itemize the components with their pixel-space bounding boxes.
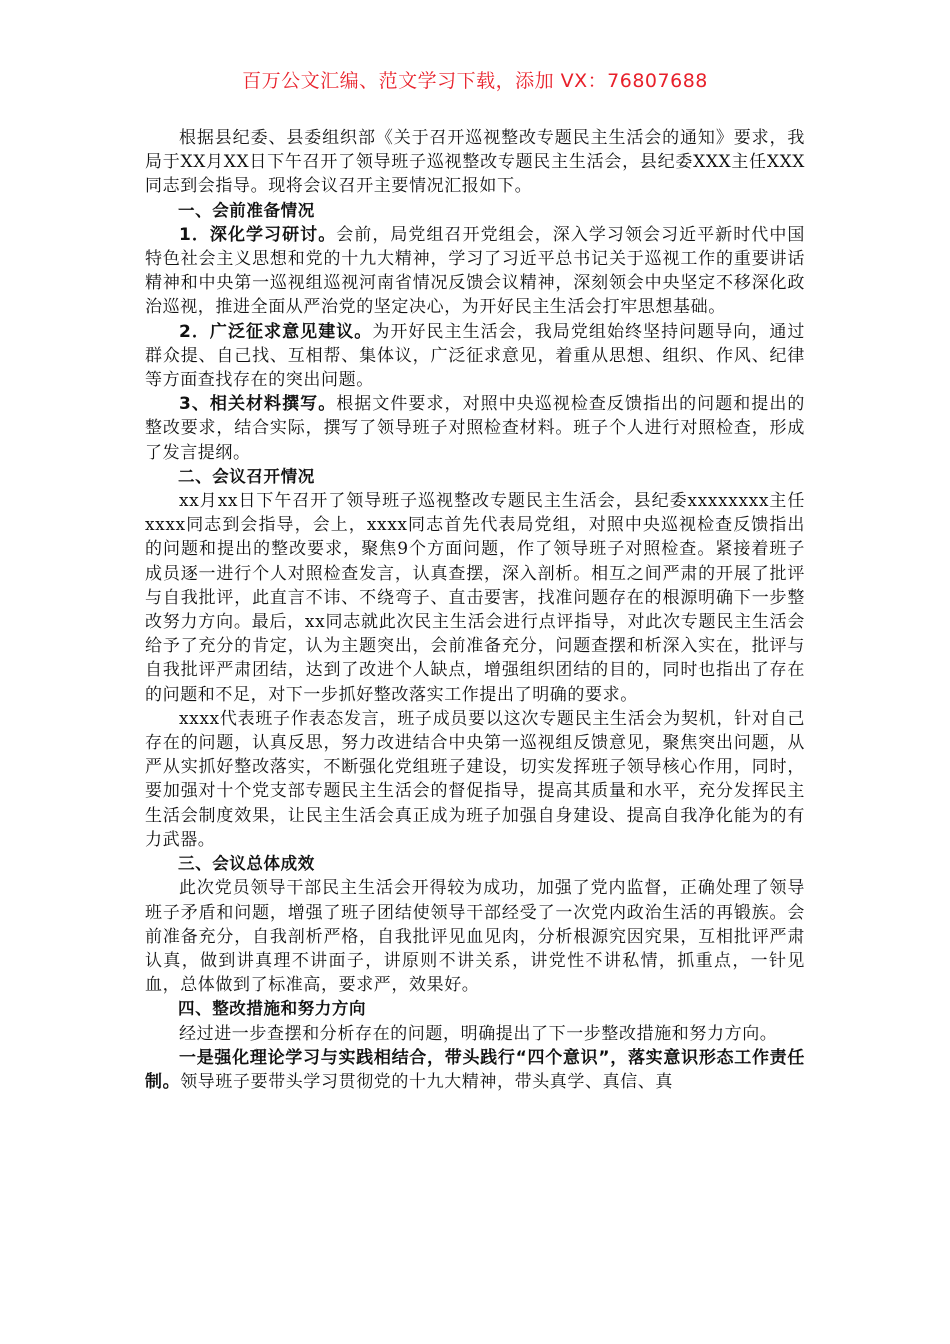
paragraph-opinions bbox=[145, 320, 805, 393]
paragraph-measure-1 bbox=[145, 1046, 805, 1094]
paragraph-lead: 2．广泛征求意见建议。 bbox=[179, 321, 373, 342]
paragraph-lead: 1．深化学习研讨。 bbox=[179, 224, 337, 245]
section-heading-3: 三、会议总体成效 bbox=[178, 854, 315, 874]
paragraph-study bbox=[145, 223, 805, 320]
paragraph-text: 为开好民主生活会，我局党组始终坚持问题导向，通过群众提、自己找、互相帮、集体议，广泛征求意见，着重从思想、组织、作风、纪律等方面查找存在的突出问题。 bbox=[145, 321, 805, 391]
paragraph-results: 此次党员领导干部民主生活会开得较为成功，加强了党内监督，正确处理了领导班子矛盾和问题，增强了班子团结使领导干部经受了一次党内政治生活的再锻族。会前准备充分，自我剖析严格，自我批评见血见肉，分析根源究因究果，互相批评严肃认真，做到讲真理不讲面子，讲原则不讲关系，讲党性不讲私情，抓重点，一针见血，总体做到了标准高，要求严，效果好。 bbox=[145, 878, 805, 996]
paragraph-text: 领导班子要带头学习贯彻党的十九大精神，带头真学、真信、真 bbox=[180, 1071, 674, 1092]
section-heading-2: 二、会议召开情况 bbox=[178, 466, 315, 486]
paragraph-text: 会前，局党组召开党组会，深入学习领会习近平新时代中国特色社会主义思想和党的十九大精神，学习了习近平总书记关于巡视工作的重要讲话精神和中央第一巡视组巡视河南省情况反馈会议精神，深刻领会中央坚定不移深化政治巡视，推进全面从严治党的坚定决心，为开好民主生活会打牢思想基础。 bbox=[145, 224, 805, 318]
paragraph-lead: 一是强化理论学习与实践相结合，带头践行“四个意识”，落实意识形态工作责任制。 bbox=[145, 1047, 805, 1092]
paragraph-statement: xxxx代表班子作表态发言，班子成员要以这次专题民主生活会为契机，针对自己存在的问题，认真反思，努力改进结合中央第一巡视组反馈意见，聚焦突出问题，从严从实抓好整改落实，不断强化党组班子建设，切实发挥班子领导核心作用，同时，要加强对十个党支部专题民主生活会的督促指导，提高其质量和水平，充分发挥民主生活会制度效果，让民主生活会真正成为班子加强自身建设、提高自我净化能为的有力武器。 bbox=[145, 708, 805, 850]
section-heading-4: 四、整改措施和努力方向 bbox=[178, 999, 367, 1019]
paragraph-text: 根据文件要求，对照中央巡视检查反馈指出的问题和提出的整改要求，结合实际，撰写了领导班子对照检查材料。班子个人进行对照检查，形成了发言提纲。 bbox=[145, 394, 805, 463]
paragraph-measures-intro: 经过进一步查摆和分析存在的问题，明确提出了下一步整改措施和努力方向。 bbox=[179, 1023, 778, 1044]
paragraph-lead: 3、相关材料撰写。 bbox=[179, 394, 337, 415]
section-heading-1: 一、会前准备情况 bbox=[178, 200, 315, 220]
paragraph-materials bbox=[145, 392, 805, 465]
intro-paragraph: 根据县纪委、县委组织部《关于召开巡视整改专题民主生活会的通知》要求，我局于XX月XX日下午召开了领导班子巡视整改专题民主生活会，县纪委XXX主任XXX同志到会指导。现将会议召开主要情况汇报如下。 bbox=[145, 128, 805, 197]
document-body bbox=[145, 126, 805, 1094]
header-banner: 百万公文汇编、范文学习下载，添加 VX：76807688 bbox=[242, 70, 708, 92]
paragraph-meeting: xx月xx日下午召开了领导班子巡视整改专题民主生活会，县纪委xxxxxxxx主任xxxx同志到会指导，会上，xxxx同志首先代表局党组，对照中央巡视检查反馈指出的问题和提出的整改要求，聚焦9个方面问题，作了领导班子对照检查。紧接着班子成员逐一进行个人对照检查发言，认真查摆，深入剖析。相互之间严肃的开展了批评与自我批评，此直言不讳、不绕弯子、直击要害，找准问题存在的根源明确下一步整改努力方向。最后，xx同志就此次民主生活会进行点评指导，对此次专题民主生活会给予了充分的肯定，认为主题突出，会前准备充分，问题查摆和析深入实在，批评与自我批评严肃团结，达到了改进个人缺点，增强组织团结的目的，同时也指出了存在的问题和不足，对下一步抓好整改落实工作提出了明确的要求。 bbox=[145, 491, 805, 705]
